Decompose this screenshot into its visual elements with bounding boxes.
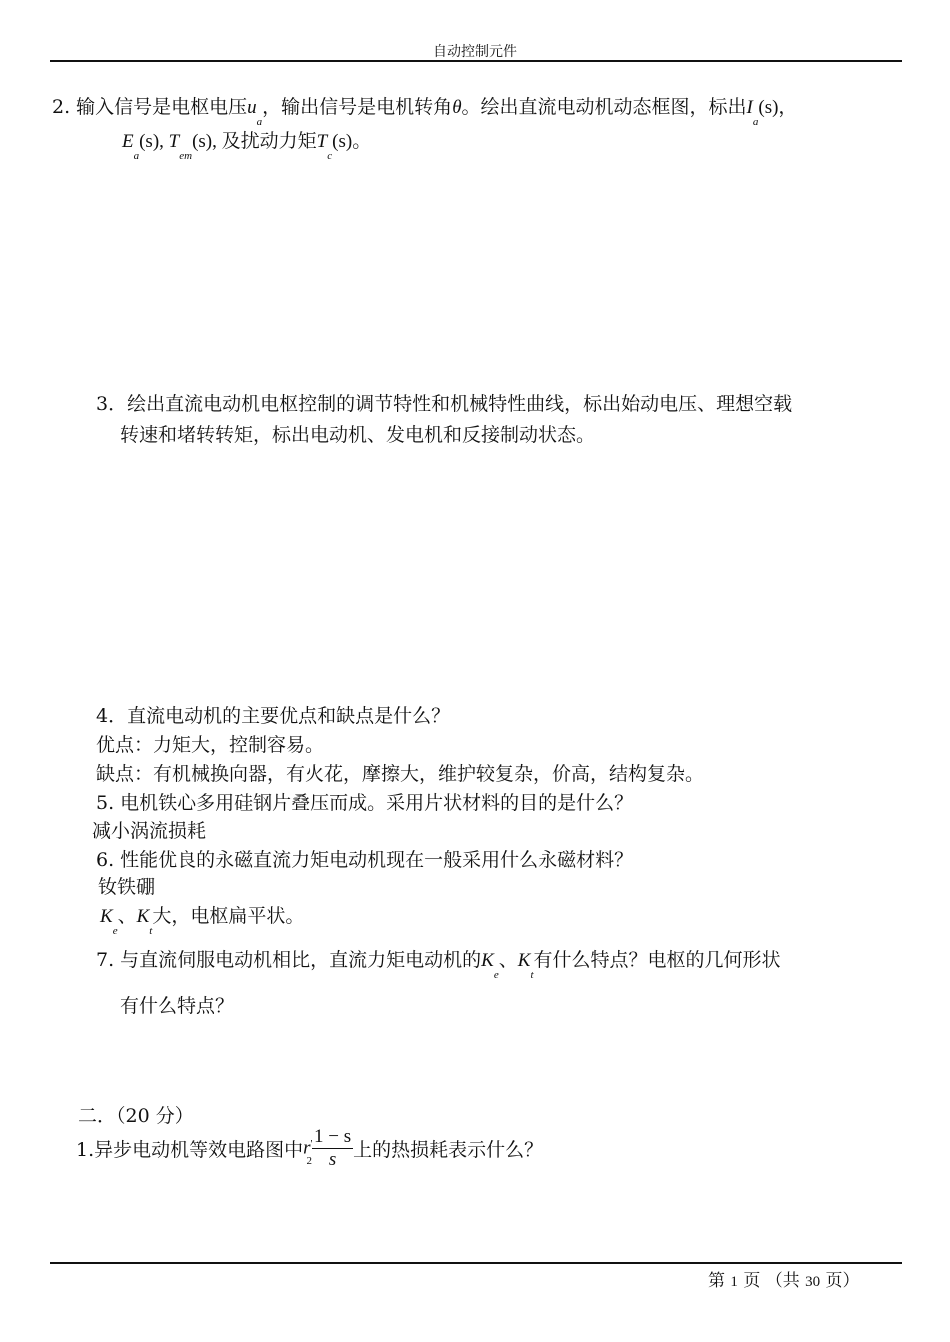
q7-sep: 、	[498, 949, 518, 971]
q2-text-d: 及扰动力矩	[221, 130, 317, 152]
q2-var-ua: u	[247, 97, 257, 118]
section2-q1-text-a: 1.异步电动机等效电路图中	[76, 1139, 304, 1161]
q7-var-kt-sub: t	[530, 969, 534, 981]
q2-var-tc: T	[316, 131, 328, 152]
q2-var-ia-sub: a	[752, 116, 759, 128]
section2-q1	[76, 1126, 543, 1171]
section2-var-r: r	[303, 1137, 311, 1159]
q6-answer2: 大，电枢扁平状。	[152, 905, 305, 927]
header-rule	[50, 60, 902, 62]
q7-line2: 有什么特点？	[120, 995, 235, 1017]
footer-rule	[50, 1262, 902, 1264]
q2-var-ia-arg: (s)，	[758, 97, 798, 118]
q5-question: 5. 电机铁心多用硅钢片叠压而成。采用片状材料的目的是什么？	[96, 792, 634, 814]
q6-var-kt-sub: t	[149, 925, 153, 937]
q2-text-a: 2. 输入信号是电枢电压	[52, 96, 248, 118]
q7-var-kt: K	[517, 950, 531, 971]
q2-var-theta: θ	[452, 97, 462, 118]
q7-text-a: 7. 与直流伺服电动机相比，直流力矩电动机的	[96, 949, 482, 971]
q2-var-ea-sub: a	[133, 150, 140, 162]
q6-var-kt: K	[136, 906, 150, 927]
footer-suffix: 页）	[825, 1271, 860, 1291]
q2-var-ea-arg: (s),	[139, 131, 169, 152]
q2-var-tem: T	[168, 131, 180, 152]
q3-line1: 3．绘出直流电动机电枢控制的调节特性和机械特性曲线，标出始动电压、理想空载	[96, 393, 793, 415]
page-header-title: 自动控制元件	[433, 44, 517, 60]
section2-var-r-sub: 2	[306, 1154, 313, 1167]
section2-title: 二．（20 分）	[78, 1105, 194, 1127]
q6-answer: 钕铁硼	[98, 876, 156, 898]
q7-text-b: 有什么特点？电枢的几何形状	[533, 949, 781, 971]
footer-mid: 页 （共	[743, 1271, 800, 1291]
q6-sep: 、	[117, 905, 137, 927]
q2-line2	[122, 126, 372, 162]
footer-total-pages: 30	[805, 1274, 821, 1290]
q2-text-b: ，输出信号是电机转角	[262, 96, 453, 118]
slip-fraction-numerator: 1 − s	[314, 1126, 352, 1147]
q2-var-ia: I	[746, 97, 753, 118]
q2-text-c: 。绘出直流电动机动态框图，标出	[461, 96, 747, 118]
slip-fraction-denominator: s	[328, 1149, 337, 1170]
page-footer	[708, 1266, 860, 1291]
q7-line1	[96, 945, 781, 981]
q6-var-ke-sub: e	[112, 925, 118, 937]
section2-var-r-prime: '	[310, 1137, 313, 1150]
section2-q1-text-b: 上的热损耗表示什么？	[353, 1139, 544, 1161]
q6-question: 6. 性能优良的永磁直流力矩电动机现在一般采用什么永磁材料？	[96, 849, 634, 871]
q2-var-ua-sub: a	[256, 116, 263, 128]
footer-page-number: 1	[730, 1274, 738, 1290]
q7-var-ke: K	[481, 950, 494, 971]
q7-var-ke-sub: e	[493, 969, 499, 981]
q4-pros: 优点：力矩大，控制容易。	[96, 734, 325, 756]
q3-line2: 转速和堵转转矩，标出电动机、发电机和反接制动状态。	[120, 424, 596, 446]
q2-var-tc-sub: c	[327, 150, 333, 162]
q2-line1	[52, 92, 798, 128]
q4-question: 4．直流电动机的主要优点和缺点是什么？	[96, 705, 451, 727]
q6-answer2-line	[100, 901, 305, 937]
q2-var-tem-arg: (s),	[192, 131, 222, 152]
slip-fraction	[312, 1126, 353, 1171]
q4-cons: 缺点：有机械换向器，有火花，摩擦大，维护较复杂，价高，结构复杂。	[96, 763, 705, 785]
q2-end: 。	[352, 130, 372, 152]
q6-var-ke: K	[100, 906, 113, 927]
q2-var-ea: E	[122, 131, 134, 152]
q2-var-tc-arg: (s)	[332, 131, 353, 152]
q5-answer: 减小涡流损耗	[92, 820, 207, 842]
q2-var-tem-sub: em	[179, 150, 193, 162]
footer-prefix: 第	[708, 1271, 725, 1291]
